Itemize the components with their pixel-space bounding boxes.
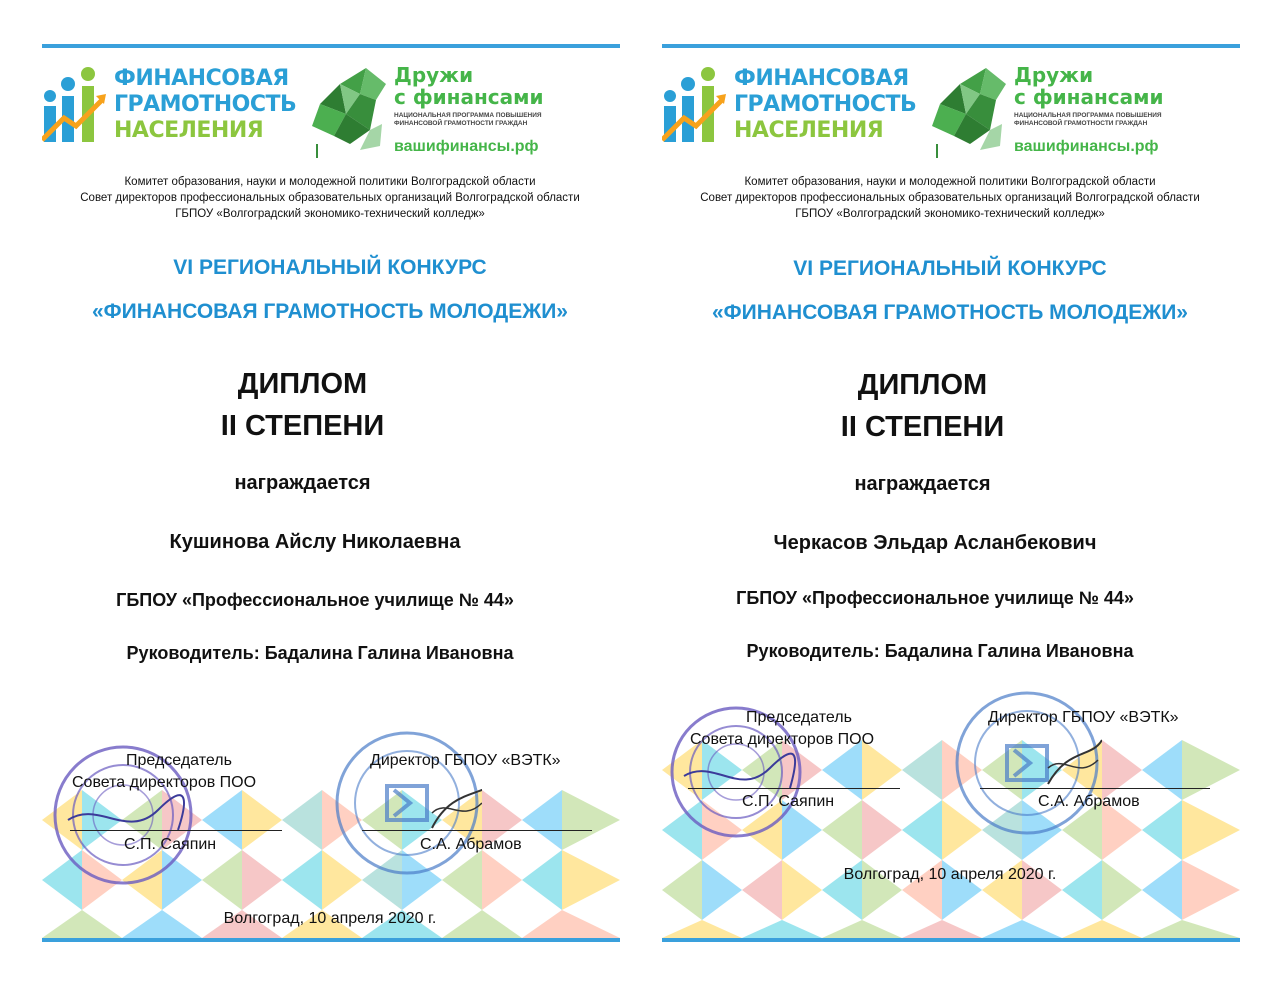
right-signer-name: С.А. Абрамов (420, 836, 522, 853)
financial-literacy-icon (42, 66, 108, 144)
diploma-title: ДИПЛОМ (857, 369, 988, 401)
logo-druzhi-line2: с финансами (394, 85, 544, 109)
top-divider (662, 44, 1240, 48)
org-line2: Совет директоров профессиональных образовательных организаций Волгоградской области (80, 192, 580, 204)
supervisor: Руководитель: Бадалина Галина Ивановна (746, 641, 1134, 661)
origami-dog-icon (930, 64, 1006, 160)
supervisor: Руководитель: Бадалина Галина Ивановна (126, 643, 514, 663)
contest-title-line1: VI РЕГИОНАЛЬНЫЙ КОНКУРС (173, 256, 487, 279)
org-line2: Совет директоров профессиональных образовательных организаций Волгоградской области (700, 192, 1200, 204)
organizers (660, 174, 1240, 222)
logo-druzhi-s-finansami (930, 62, 1230, 162)
right-signer-name: С.А. Абрамов (1038, 793, 1140, 810)
issue-date: Волгоград, 10 апреля 2020 г. (843, 866, 1057, 883)
diploma-degree: II СТЕПЕНИ (840, 411, 1005, 443)
logo-druzhi-site: вашифинансы.рф (1014, 138, 1159, 155)
logo-druzhi-sub2: ФИНАНСОВОЙ ГРАМОТНОСТИ ГРАЖДАН (1014, 120, 1148, 127)
bottom-divider (42, 938, 620, 942)
org-line1: Комитет образования, науки и молодежной политики Волгоградской области (744, 176, 1156, 188)
left-signer-role2: Совета директоров ПОО (690, 731, 875, 748)
logo-druzhi-s-finansami (310, 62, 610, 162)
left-signature-line (688, 788, 900, 789)
round-seal-right (332, 728, 482, 878)
left-signer-name: С.П. Саяпин (124, 836, 217, 853)
logo-fin-line2: ГРАМОТНОСТЬ (734, 92, 917, 117)
logo-druzhi-line2: с финансами (1014, 85, 1164, 109)
financial-literacy-icon (662, 66, 728, 144)
organizers (40, 174, 620, 222)
logo-druzhi-line1: Дружи (1014, 63, 1094, 87)
diploma-title: ДИПЛОМ (237, 368, 368, 400)
bottom-divider (662, 938, 1240, 942)
school-name: ГБПОУ «Профессиональное училище № 44» (116, 590, 514, 610)
top-divider (42, 44, 620, 48)
logo-fin-line3: НАСЕЛЕНИЯ (734, 118, 884, 143)
logo-druzhi-line1: Дружи (394, 63, 474, 87)
logo-druzhi-site: вашифинансы.рф (394, 138, 539, 155)
logo-druzhi-sub1: НАЦИОНАЛЬНАЯ ПРОГРАММА ПОВЫШЕНИЯ (394, 112, 542, 119)
recipient-name: Кушинова Айслу Николаевна (169, 531, 461, 553)
school-name: ГБПОУ «Профессиональное училище № 44» (736, 588, 1134, 608)
logo-financial-literacy (662, 64, 917, 148)
org-line3: ГБПОУ «Волгоградский экономико-технический колледж» (795, 208, 1105, 220)
recipient-name: Черкасов Эльдар Асланбекович (773, 532, 1097, 554)
left-signer-role1: Председатель (746, 709, 852, 726)
left-signer-role1: Председатель (126, 752, 232, 769)
logo-druzhi-sub1: НАЦИОНАЛЬНАЯ ПРОГРАММА ПОВЫШЕНИЯ (1014, 112, 1162, 119)
contest-title-line2: «ФИНАНСОВАЯ ГРАМОТНОСТЬ МОЛОДЕЖИ» (712, 301, 1188, 324)
logo-druzhi-sub2: ФИНАНСОВОЙ ГРАМОТНОСТИ ГРАЖДАН (394, 120, 528, 127)
right-signer-role: Директор ГБПОУ «ВЭТК» (370, 752, 561, 769)
origami-dog-icon (310, 64, 386, 160)
org-line3: ГБПОУ «Волгоградский экономико-технический колледж» (175, 208, 485, 220)
right-signer-role: Директор ГБПОУ «ВЭТК» (988, 709, 1179, 726)
diploma-right (660, 0, 1240, 985)
contest-title-line1: VI РЕГИОНАЛЬНЫЙ КОНКУРС (793, 257, 1107, 280)
right-signature-line (980, 788, 1210, 789)
left-signature-line (70, 830, 282, 831)
diploma-degree: II СТЕПЕНИ (220, 410, 385, 442)
contest-title-line2: «ФИНАНСОВАЯ ГРАМОТНОСТЬ МОЛОДЕЖИ» (92, 300, 568, 323)
logo-fin-line1: ФИНАНСОВАЯ (734, 66, 909, 91)
logo-fin-line3: НАСЕЛЕНИЯ (114, 118, 264, 143)
logo-fin-line1: ФИНАНСОВАЯ (114, 66, 289, 91)
awarded-label: награждается (234, 472, 371, 494)
logo-fin-line2: ГРАМОТНОСТЬ (114, 92, 297, 117)
issue-date: Волгоград, 10 апреля 2020 г. (223, 910, 437, 927)
awarded-label: награждается (854, 473, 991, 495)
left-signer-name: С.П. Саяпин (742, 793, 835, 810)
left-signer-role2: Совета директоров ПОО (72, 774, 257, 791)
diploma-left (40, 0, 620, 985)
org-line1: Комитет образования, науки и молодежной политики Волгоградской области (124, 176, 536, 188)
right-signature-line (362, 830, 592, 831)
logo-financial-literacy (42, 64, 297, 148)
